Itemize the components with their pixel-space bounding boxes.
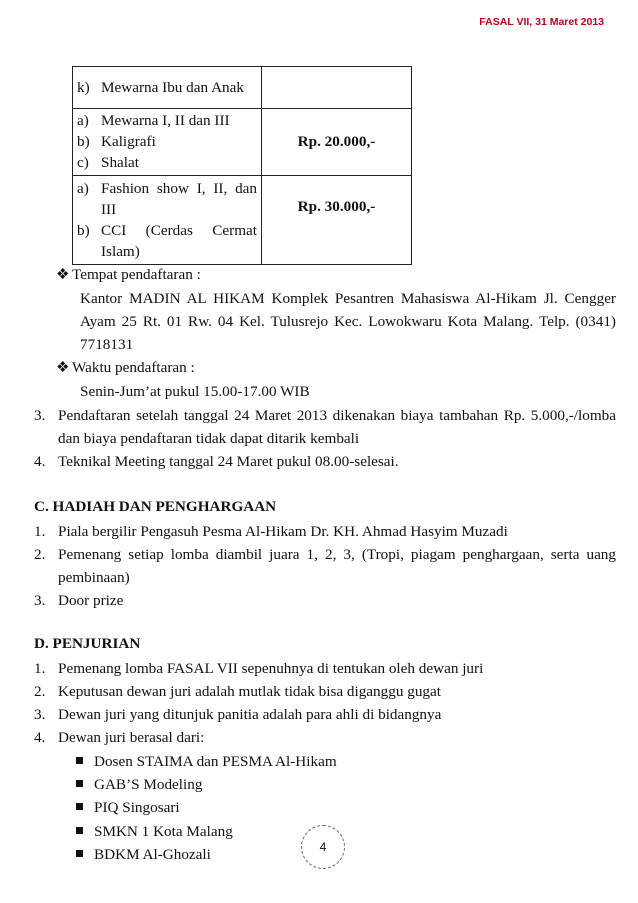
- list-item: 4. Teknikal Meeting tanggal 24 Maret pukul 08.00-selesai.: [34, 453, 399, 470]
- list-item: BDKM Al-Ghozali: [76, 843, 337, 866]
- document-header: FASAL VII, 31 Maret 2013: [479, 16, 604, 28]
- list-item: 3. Pendaftaran setelah tanggal 24 Maret 2013 dikenakan biaya tambahan Rp. 5.000,-/lomba dan biaya pendaftaran tidak dapat ditarik kembali: [34, 407, 616, 447]
- list-item: 2. Keputusan dewan juri adalah mutlak tidak bisa diganggu gugat: [34, 683, 441, 700]
- square-bullet-icon: [76, 803, 83, 810]
- list-item: c) Shalat: [77, 154, 139, 171]
- square-bullet-icon: [76, 757, 83, 764]
- list-item: 2. Pemenang setiap lomba diambil juara 1, 2, 3, (Tropi, piagam penghargaan, serta uang pembinaan): [34, 546, 616, 586]
- list-item: Dosen STAIMA dan PESMA Al-Hikam: [76, 750, 337, 773]
- diamond-bullet-icon: ❖: [56, 359, 70, 376]
- price-cell: Rp. 30.000,-: [262, 176, 412, 265]
- table-row: [73, 176, 412, 265]
- square-bullet-icon: [76, 850, 83, 857]
- registration-list: [34, 404, 616, 473]
- section-c-title: C. HADIAH DAN PENGHARGAAN: [34, 498, 277, 515]
- section-d-list: [34, 657, 616, 749]
- list-item: 3. Dewan juri yang ditunjuk panitia adalah para ahli di bidangnya: [34, 706, 442, 723]
- list-item: k) Mewarna Ibu dan Anak: [77, 78, 244, 96]
- table-row: [73, 67, 412, 109]
- page-number: 4: [301, 825, 345, 869]
- list-item: 3. Door prize: [34, 592, 124, 609]
- competition-cell: [73, 109, 262, 176]
- square-bullet-icon: [76, 780, 83, 787]
- square-bullet-icon: [76, 827, 83, 834]
- list-item: SMKN 1 Kota Malang: [76, 820, 337, 843]
- price-cell: [262, 67, 412, 109]
- jury-list: [76, 750, 337, 866]
- list-item: 1. Piala bergilir Pengasuh Pesma Al-Hikam Dr. KH. Ahmad Hasyim Muzadi: [34, 523, 508, 540]
- registration-place-label: ❖ Tempat pendaftaran :: [56, 266, 201, 283]
- registration-place-text: Kantor MADIN AL HIKAM Komplek Pesantren Mahasiswa Al-Hikam Jl. Cengger Ayam 25 Rt. 01 Rw. 04 Kel. Tulusrejo Kec. Lowokwaru Kota Malang. Telp. (0341) 7718131: [80, 290, 616, 353]
- list-item: 4. Dewan juri berasal dari:: [34, 729, 205, 746]
- section-d-title: D. PENJURIAN: [34, 635, 141, 652]
- list-item: b) CCI (Cerdas Cermat Islam): [77, 221, 257, 260]
- fee-table: [72, 66, 412, 265]
- list-item: b) Kaligrafi: [77, 133, 156, 150]
- list-item: a) Mewarna I, II dan III: [77, 112, 230, 129]
- competition-cell: [73, 67, 262, 109]
- list-item: a) Fashion show I, II, dan III: [77, 179, 257, 218]
- diamond-bullet-icon: ❖: [56, 266, 70, 283]
- list-item: 1. Pemenang lomba FASAL VII sepenuhnya di tentukan oleh dewan juri: [34, 660, 484, 677]
- table-row: [73, 109, 412, 176]
- registration-time-label: ❖ Waktu pendaftaran :: [56, 359, 195, 376]
- registration-time-text: Senin-Jum’at pukul 15.00-17.00 WIB: [80, 383, 310, 400]
- list-item: GAB’S Modeling: [76, 773, 337, 796]
- section-c-list: [34, 520, 616, 612]
- price-cell: Rp. 20.000,-: [262, 109, 412, 176]
- list-item: PIQ Singosari: [76, 796, 337, 819]
- competition-cell: [73, 176, 262, 265]
